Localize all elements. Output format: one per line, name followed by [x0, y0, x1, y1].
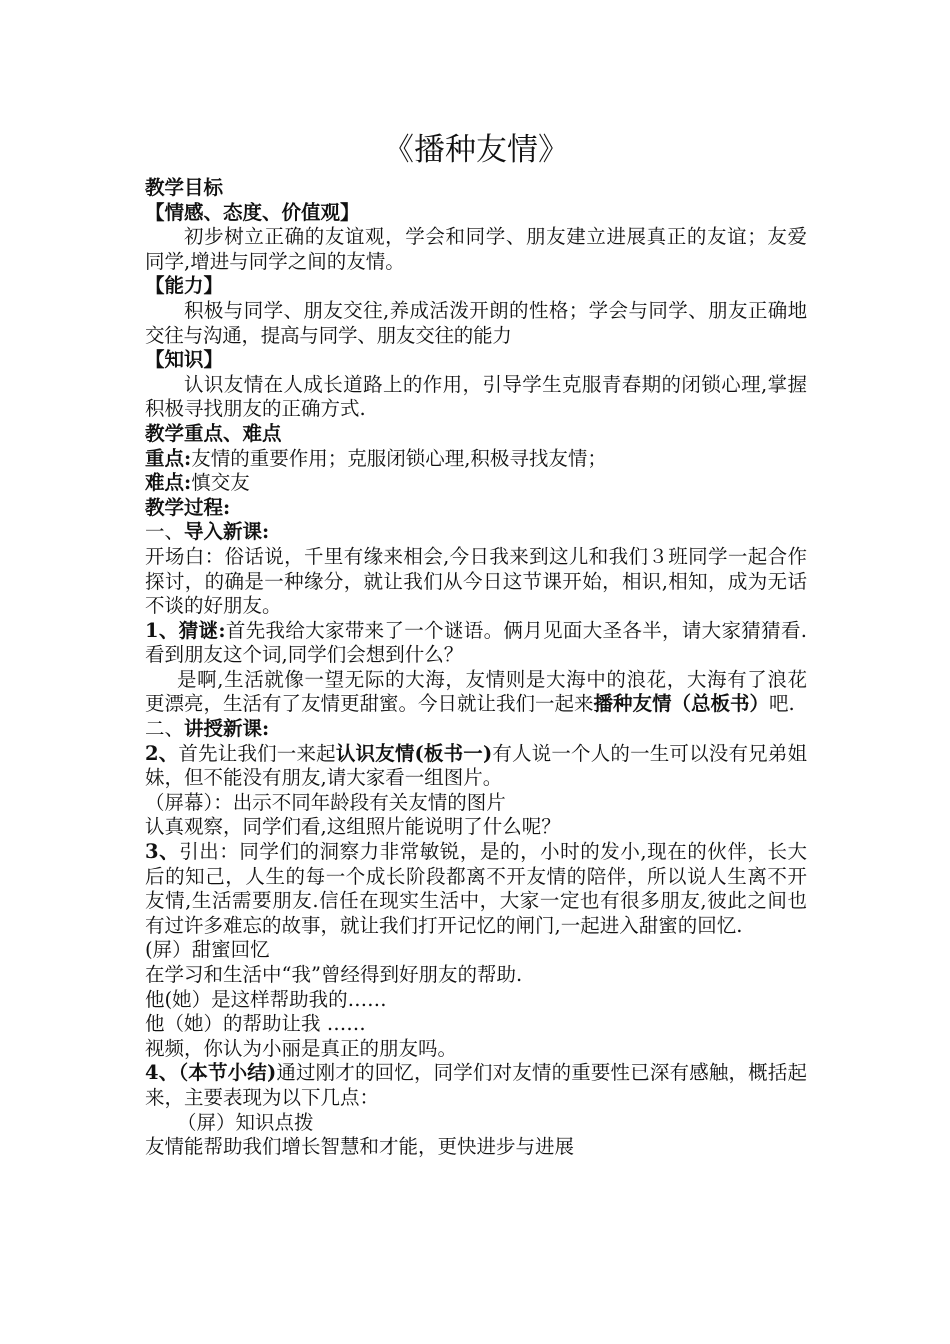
section1-prefix: 一、	[145, 520, 185, 544]
focus-label: 重点:	[145, 446, 192, 470]
screen2-line: (屏）甜蜜回忆	[145, 938, 270, 962]
difficulty-line	[145, 471, 807, 496]
riddle-text: 首先我给大家带来了一个谜语。俩月见面大圣各半，请大家猜猜看. 看到朋友这个词,同学们会想到什么？	[145, 618, 827, 667]
item2-label: 2、	[145, 741, 179, 765]
section1-heading: 导入新课:	[184, 520, 270, 544]
riddle-label: 1、猜谜:	[145, 618, 226, 642]
item3-text: 引出：同学们的洞察力非常敏锐，是的，小时的发小,现在的伙伴，长大后的知己，人生的每一个成长阶段都离不开友情的陪伴，所以说人生离不开友情,生活需要朋友.信任在现实生活中，大家一定也有很多朋友,彼此之间也有过许多难忘的故事，就让我们打开记忆的闸门,一起进入甜蜜的回忆.	[145, 840, 808, 937]
sea-paragraph	[145, 668, 807, 717]
section2-heading-line	[145, 717, 807, 742]
focus-line	[145, 447, 807, 472]
ability-heading: 【能力】	[145, 274, 224, 298]
item4-text: 通过刚才的回忆，同学们对友情的重要性已深有感触，概括起来，主要表现为以下几点：	[145, 1061, 807, 1109]
observe-line: 认真观察，同学们看,这组照片能说明了什么呢？	[145, 815, 561, 839]
last-line: 友情能帮助我们增长智慧和才能，更快进步与进展	[145, 1135, 575, 1159]
section1-heading-line	[145, 520, 807, 545]
memory2-line: 他(她）是这样帮助我的……	[145, 987, 387, 1011]
difficulty-text: 慎交友	[191, 471, 250, 495]
item4-label: 4、（本节小结)	[145, 1061, 277, 1085]
item2-text-pre: 首先让我们一来起	[178, 741, 336, 765]
focus-text: 友情的重要作用；克服闭锁心理,积极寻找友情；	[191, 446, 607, 470]
sea-text-pre: 是啊,生活就像一望无际的大海，友情则是大海中的浪花，大海有了浪花更漂亮，生活有了友情更甜蜜。今日就让我们一起来	[145, 667, 807, 716]
section2-heading: 讲授新课:	[184, 717, 270, 741]
ability-paragraph: 积极与同学、朋友交往,养成活泼开朗的性格；学会与同学、朋友正确地交往与沟通，提高与同学、朋友交往的能力	[145, 298, 807, 347]
process-heading: 教学过程:	[145, 495, 231, 519]
difficulty-label: 难点:	[145, 471, 192, 495]
riddle-paragraph	[145, 618, 827, 668]
opening-paragraph: 开场白：俗话说，千里有缘来相会,今日我来到这儿和我们３班同学一起合作探讨，的确是一种缘分，就让我们从今日这节课开始，相识,相知，成为无话不谈的好朋友。	[145, 544, 807, 618]
memory3-line: 他（她）的帮助让我 ……	[145, 1012, 366, 1036]
memory1-line: 在学习和生活中“我”曾经得到好朋友的帮助.	[145, 963, 523, 986]
item2-text-post: 有人说一个人的一生可以没有兄弟姐妹，但不能没有朋友,请大家看一组图片。	[145, 741, 807, 790]
emotion-paragraph: 初步树立正确的友谊观，学会和同学、朋友建立进展真正的友谊；友爱同学,增进与同学之间的友情。	[145, 225, 807, 273]
section2-prefix: 二、	[145, 717, 185, 741]
knowledge-paragraph: 认识友情在人成长道路上的作用，引导学生克服青春期的闭锁心理,掌握积极寻找朋友的正确方式.	[145, 372, 807, 421]
objectives-heading: 教学目标	[145, 176, 224, 199]
item2-paragraph	[145, 742, 807, 791]
sea-text-post: 吧.	[769, 692, 795, 716]
screen3-line: （屏）知识点拨	[177, 1110, 314, 1134]
item3-label: 3、	[145, 840, 180, 864]
key-points-heading: 教学重点、难点	[145, 421, 282, 445]
emotion-heading: 【情感、态度、价值观】	[145, 200, 360, 224]
document-title: 《播种友情》	[383, 132, 569, 168]
item2-text-bold: 认识友情(板书一)	[335, 741, 493, 765]
knowledge-heading: 【知识】	[145, 348, 224, 372]
sea-text-bold: 播种友情（总板书）	[593, 692, 770, 716]
item3-paragraph	[145, 840, 807, 938]
screen1-line: （屏幕）：出示不同年龄段有关友情的图片	[145, 790, 506, 814]
document-page	[145, 128, 827, 1160]
item4-paragraph	[145, 1061, 807, 1110]
video-line: 视频，你认为小丽是真正的朋友吗。	[145, 1036, 458, 1060]
